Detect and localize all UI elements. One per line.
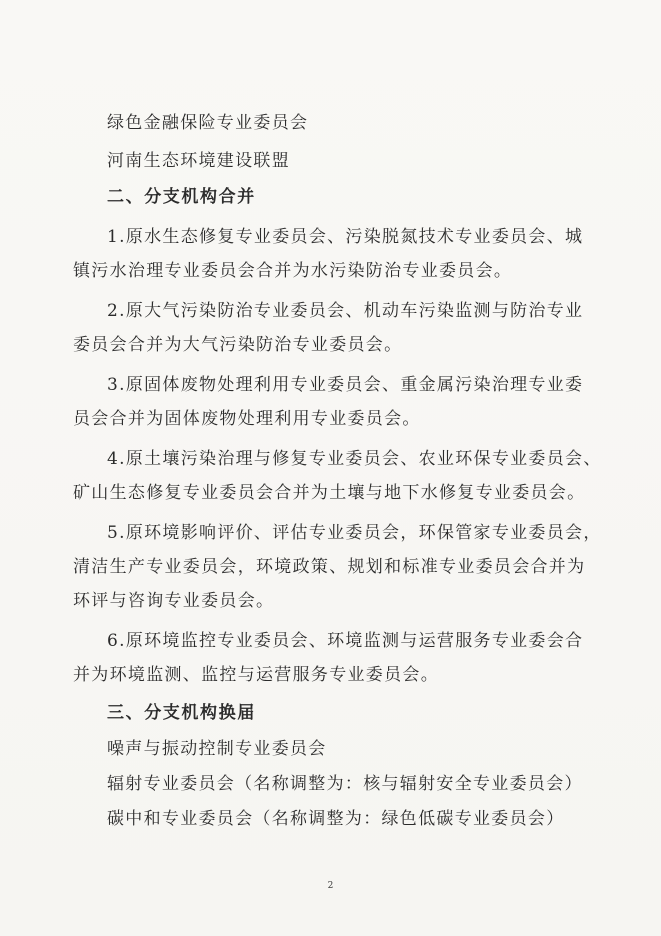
page-number: 2	[327, 881, 334, 891]
merge-item-3	[73, 375, 593, 429]
renewal-item-radiation: 辐射专业委员会（名称调整为：核与辐射安全专业委员会）	[107, 774, 583, 794]
committee-name-henan-alliance: 河南生态环境建设联盟	[107, 151, 290, 171]
merge-item-3-line-1: 3.原固体废物处理利用专业委员会、重金属污染治理专业委	[107, 375, 584, 395]
merge-item-4-line-2: 矿山生态修复专业委员会合并为土壤与地下水修复专业委员会。	[73, 483, 586, 503]
merge-item-5	[73, 523, 602, 611]
merge-item-1	[73, 227, 593, 281]
merge-item-6	[73, 631, 593, 685]
section-heading-merge: 二、分支机构合并	[107, 187, 256, 207]
merge-item-5-line-3: 环评与咨询专业委员会。	[73, 591, 275, 611]
section-heading-renewal: 三、分支机构换届	[107, 703, 256, 723]
merge-item-5-line-1: 5.原环境影响评价、评估专业委员会，环保管家专业委员会，	[107, 523, 602, 543]
merge-item-3-line-2: 员会合并为固体废物处理利用专业委员会。	[73, 409, 421, 429]
merge-item-4	[73, 449, 602, 503]
merge-item-5-line-2: 清洁生产专业委员会，环境政策、规划和标准专业委员会合并为	[73, 557, 586, 577]
committee-name-green-finance: 绿色金融保险专业委员会	[107, 113, 309, 133]
document-body	[73, 113, 602, 829]
merge-item-1-line-1: 1.原水生态修复专业委员会、污染脱氮技术专业委员会、城	[107, 227, 584, 247]
merge-item-2-line-1: 2.原大气污染防治专业委员会、机动车污染监测与防治专业	[107, 301, 584, 321]
merge-item-2-line-2: 委员会合并为大气污染防治专业委员会。	[73, 335, 403, 355]
renewal-item-noise: 噪声与振动控制专业委员会	[107, 739, 327, 759]
merge-item-2	[73, 301, 593, 355]
merge-item-6-line-2: 并为环境监测、监控与运营服务专业委员会。	[73, 665, 439, 685]
merge-item-6-line-1: 6.原环境监控专业委员会、环境监测与运营服务专业委会合	[107, 631, 584, 651]
merge-item-4-line-1: 4.原土壤污染治理与修复专业委员会、农业环保专业委员会、	[107, 449, 602, 469]
renewal-item-carbon: 碳中和专业委员会（名称调整为：绿色低碳专业委员会）	[107, 809, 565, 829]
merge-item-1-line-2: 镇污水治理专业委员会合并为水污染防治专业委员会。	[73, 261, 513, 281]
